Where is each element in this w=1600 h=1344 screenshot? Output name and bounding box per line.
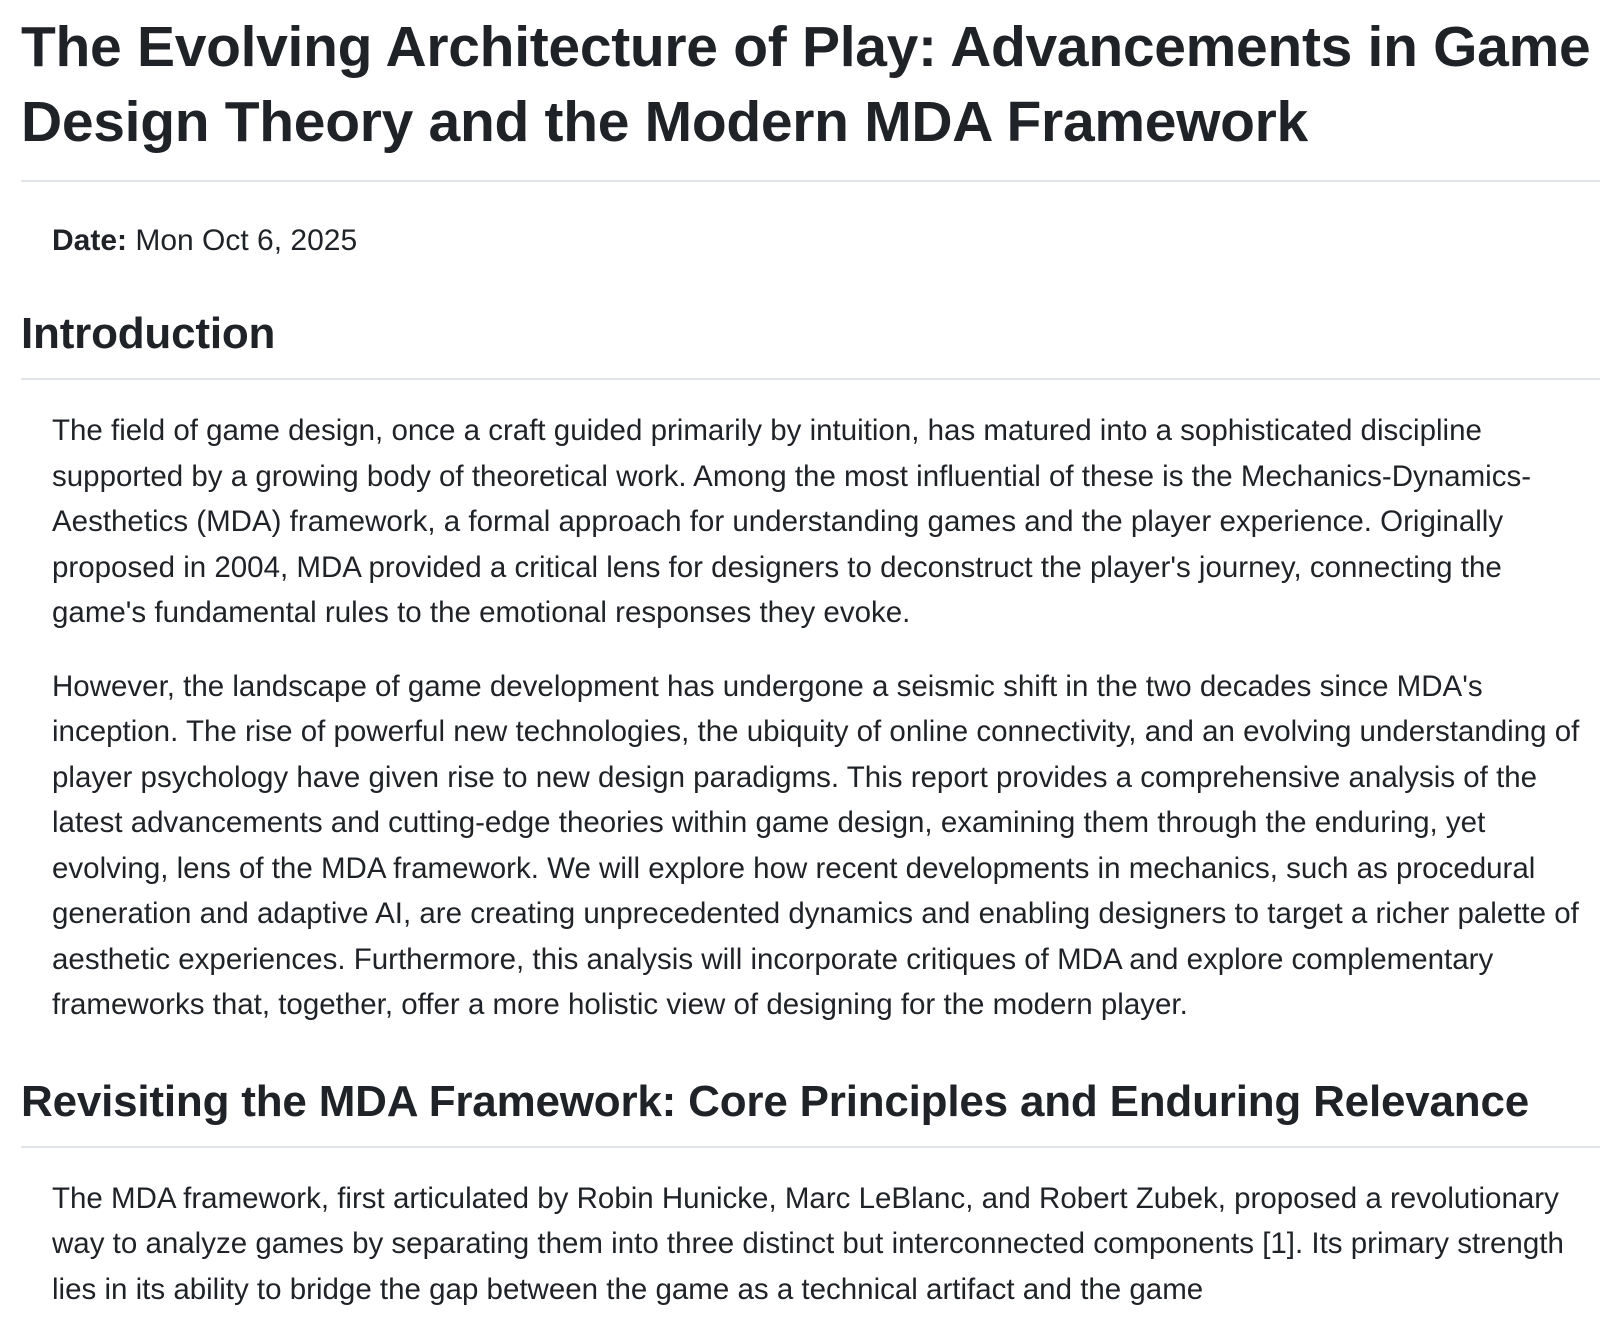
- introduction-paragraph-2: However, the landscape of game development has undergone a seismic shift in the two decades since MDA's inception. The rise of powerful new technologies, the ubiquity of online connectivity, and an evolving understanding of player psychology have given rise to new design paradigms. This report provides a comprehensive analysis of the latest advancements and cutting-edge theories within game design, examining them through the enduring, yet evolving, lens of the MDA framework. We will explore how recent developments in mechanics, such as procedural generation and adaptive AI, are creating unprecedented dynamics and enabling designers to target a richer palette of aesthetic experiences. Furthermore, this analysis will incorporate critiques of MDA and explore complementary frameworks that, together, offer a more holistic view of designing for the modern player.: [52, 669, 1580, 1021]
- section-heading-revisiting-mda: Revisiting the MDA Framework: Core Principles and Enduring Relevance: [21, 1076, 1600, 1148]
- introduction-paragraph-1: The field of game design, once a craft guided primarily by intuition, has matured into a sophisticated discipline supported by a growing body of theoretical work. Among the most influential of these is the Mechanics-Dynamics-Aesthetics (MDA) framework, a formal approach for understanding games and the player experience. Originally proposed in 2004, MDA provided a critical lens for designers to deconstruct the player's journey, connecting the game's fundamental rules to the emotional responses they evoke.: [52, 414, 1532, 629]
- section-heading-introduction: Introduction: [21, 308, 1600, 380]
- document-date: [21, 182, 1600, 260]
- document-title: The Evolving Architecture of Play: Advancements in Game Design Theory and the Modern MDA Framework: [21, 10, 1600, 182]
- date-value: Mon Oct 6, 2025: [135, 224, 358, 257]
- date-label: Date:: [52, 224, 128, 257]
- document-body: [21, 10, 1600, 1312]
- revisiting-mda-paragraph-1: The MDA framework, first articulated by Robin Hunicke, Marc LeBlanc, and Robert Zubek, proposed a revolutionary way to analyze games by separating them into three distinct but interconnected components [1]. Its primary strength lies in its ability to bridge the gap between the game as a technical artifact and the game: [52, 1181, 1564, 1306]
